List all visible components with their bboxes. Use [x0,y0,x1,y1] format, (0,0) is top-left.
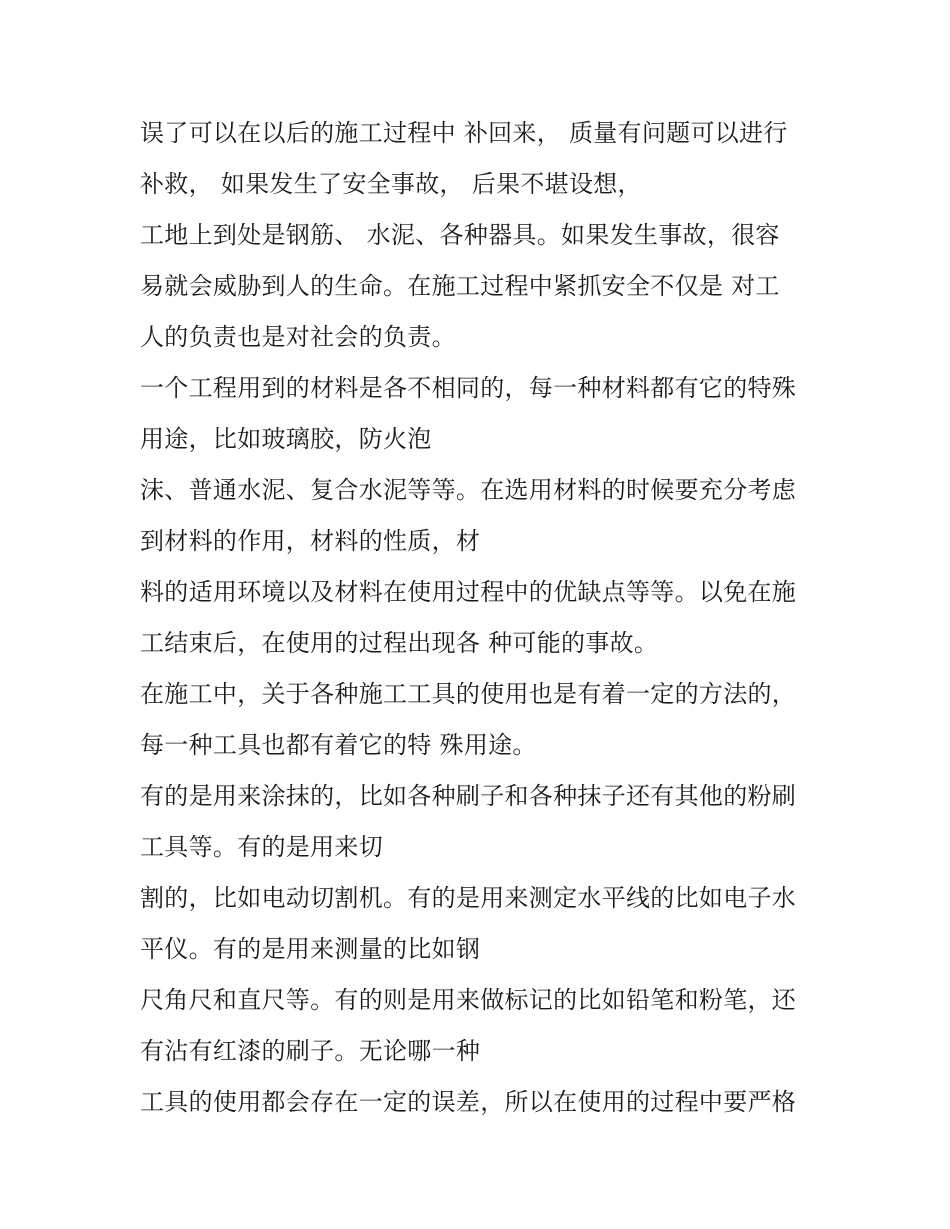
text-line: 沫、普通水泥、复合水泥等等。在选用材料的时候要充分考虑 [140,476,797,504]
text-line: 工地上到处是钢筋、 水泥、各种器具。如果发生事故，很容 [140,221,780,249]
text-line: 工具等。有的是用来切 [140,833,383,861]
text-line: 有沾有红漆的刷子。无论哪一种 [140,1037,481,1065]
text-line: 补救， 如果发生了安全事故， 后果不堪设想， [140,170,642,198]
text-line: 每一种工具也都有着它的特 殊用途。 [140,731,537,759]
text-line: 用途，比如玻璃胶，防火泡 [140,425,432,453]
text-line: 料的适用环境以及材料在使用过程中的优缺点等等。以免在施 [140,578,797,606]
text-line: 有的是用来涂抹的，比如各种刷子和各种抹子还有其他的粉刷 [140,782,797,810]
text-line: 误了可以在以后的施工过程中 补回来， 质量有问题可以进行 [140,119,788,147]
text-line: 到材料的作用，材料的性质，材 [140,527,481,555]
text-line: 割的，比如电动切割机。有的是用来测定水平线的比如电子水 [140,884,797,912]
text-line: 一个工程用到的材料是各不相同的，每一种材料都有它的特殊 [140,374,797,402]
text-line: 尺角尺和直尺等。有的则是用来做标记的比如铅笔和粉笔，还 [140,986,797,1014]
text-line: 工具的使用都会存在一定的误差，所以在使用的过程中要严格 [140,1088,797,1116]
text-line: 易就会威胁到人的生命。在施工过程中紧抓安全不仅是 对工 [140,272,780,300]
text-line: 人的负责也是对社会的负责。 [140,323,456,351]
text-line: 在施工中，关于各种施工工具的使用也是有着一定的方法的， [140,680,797,708]
text-line: 平仪。有的是用来测量的比如钢 [140,935,481,963]
body-text [140,108,820,1128]
text-line: 工结束后，在使用的过程出现各 种可能的事故。 [140,629,659,657]
